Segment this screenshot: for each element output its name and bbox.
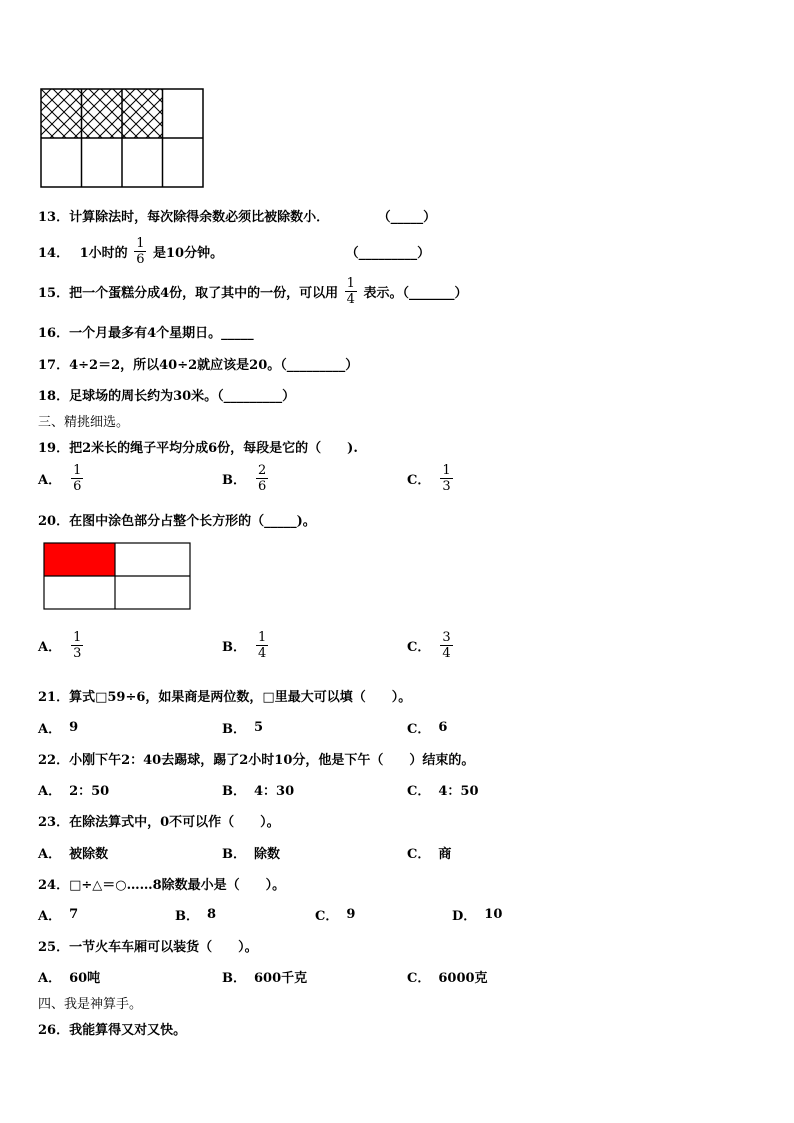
section-heading: 三、精挑细选。: [38, 415, 130, 430]
option-b[interactable]: B． $\frac{2}{6}$: [222, 463, 267, 494]
option-b[interactable]: B． $\frac{1}{4}$: [222, 630, 267, 661]
option-a[interactable]: A． 7: [38, 907, 79, 924]
option-b[interactable]: B． 8: [175, 907, 217, 924]
option-c[interactable]: C． $\frac{1}{3}$: [407, 463, 451, 494]
option-a[interactable]: A． $\frac{1}{3}$: [38, 630, 82, 661]
option-b[interactable]: B． 4：30: [222, 784, 295, 799]
option-a[interactable]: A． 9: [38, 720, 79, 737]
fraction: $\frac{1}{4}$: [346, 276, 355, 307]
option-c[interactable]: C． 6: [407, 720, 448, 737]
question-13: 13．计算除法时，每次除得余数必须比被除数小． （_____）: [38, 210, 437, 225]
question-20: 20．在图中涂色部分占整个长方形的（_____)。: [38, 514, 316, 529]
option-a[interactable]: A． 被除数: [38, 847, 109, 862]
shaded-cell: [44, 543, 115, 576]
hatched-grid-figure: [40, 88, 204, 188]
option-a[interactable]: A． 60吨: [38, 971, 101, 986]
question-16: 16．一个月最多有4个星期日。_____: [38, 326, 254, 341]
question-15: 15．把一个蛋糕分成4份，取了其中的一份，可以用 $\frac{1}{4}$ 表示。（_______）: [38, 276, 468, 307]
question-17: 17．4÷2＝2，所以40÷2就应该是20。（_________）: [38, 358, 359, 373]
option-a[interactable]: A． 2：50: [38, 784, 110, 799]
option-c[interactable]: C． $\frac{3}{4}$: [407, 630, 451, 661]
question-25: 25．一节火车车厢可以装货（ ）。: [38, 940, 258, 955]
option-b[interactable]: B． 5: [222, 720, 264, 737]
option-b[interactable]: B． 600千克: [222, 971, 308, 986]
question-26: 26．我能算得又对又快。: [38, 1023, 187, 1038]
question-18: 18．足球场的周长约为30米。（_________）: [38, 389, 296, 404]
hatched-cell: [122, 89, 163, 138]
option-d[interactable]: D． 10: [452, 907, 503, 924]
question-14: 14． 1小时的 $\frac{1}{6}$ 是10分钟。 （_________）: [38, 236, 431, 267]
option-c[interactable]: C． 9: [315, 907, 356, 924]
option-c[interactable]: C． 商: [407, 847, 452, 862]
option-a[interactable]: A． $\frac{1}{6}$: [38, 463, 82, 494]
shaded-rectangle-figure: [43, 542, 191, 610]
question-21: 21．算式□59÷6，如果商是两位数，□里最大可以填（ ）。: [38, 690, 412, 705]
question-23: 23．在除法算式中，0不可以作（ ）。: [38, 815, 280, 830]
section-heading: 四、我是神算手。: [38, 997, 143, 1012]
question-19: 19．把2米长的绳子平均分成6份，每段是它的（ ).: [38, 441, 358, 456]
hatched-cell: [82, 89, 123, 138]
option-c[interactable]: C． 4：50: [407, 784, 479, 799]
fraction: $\frac{1}{6}$: [136, 236, 145, 267]
question-22: 22．小刚下午2：40去踢球，踢了2小时10分，他是下午（ ）结束的。: [38, 753, 475, 768]
question-24: 24．□÷△＝○……8除数最小是（ ）。: [38, 878, 286, 893]
option-b[interactable]: B． 除数: [222, 847, 281, 862]
hatched-cell: [41, 89, 82, 138]
option-c[interactable]: C． 6000克: [407, 971, 488, 986]
